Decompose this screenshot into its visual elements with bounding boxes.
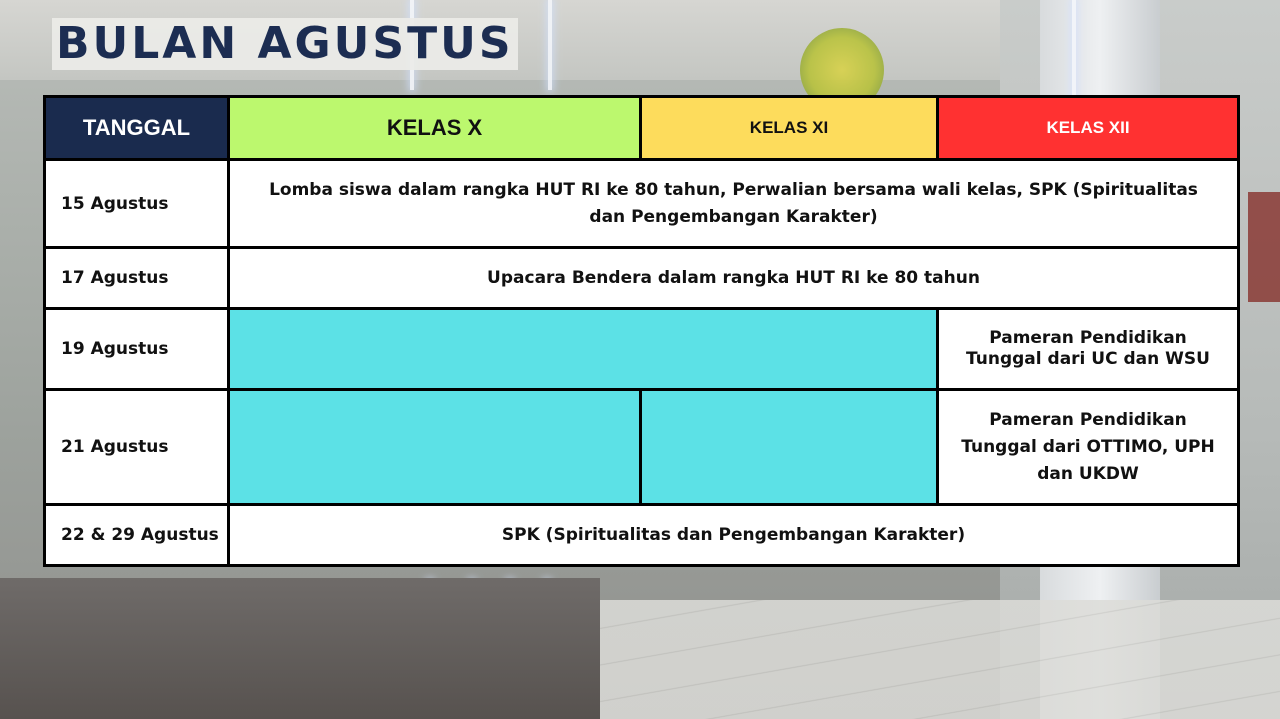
table-row — [45, 390, 1239, 505]
table-row — [45, 309, 1239, 390]
highlight-cell-kelas-x — [229, 390, 641, 505]
row-event-kelas-xii: Pameran Pendidikan Tunggal dari UC dan WSU — [938, 309, 1239, 390]
highlight-cell-kelas-xi — [641, 390, 938, 505]
row-event-all-classes: Lomba siswa dalam rangka HUT RI ke 80 tahun, Perwalian bersama wali kelas, SPK (Spiritualitas dan Pengembangan Karakter) — [229, 160, 1239, 248]
row-date: 21 Agustus — [45, 390, 229, 505]
header-kelas-xi: KELAS XI — [641, 97, 938, 160]
schedule-table — [43, 95, 1240, 567]
header-kelas-x: KELAS X — [229, 97, 641, 160]
table-header-row — [45, 97, 1239, 160]
table-row — [45, 160, 1239, 248]
header-kelas-xii: KELAS XII — [938, 97, 1239, 160]
floor-tiles — [560, 600, 1280, 719]
row-event-all-classes: SPK (Spiritualitas dan Pengembangan Karakter) — [229, 505, 1239, 566]
light-strip — [548, 0, 552, 90]
stage — [0, 578, 600, 719]
row-event-all-classes: Upacara Bendera dalam rangka HUT RI ke 80 tahun — [229, 248, 1239, 309]
table-row — [45, 248, 1239, 309]
page-title: BULAN AGUSTUS — [52, 18, 518, 70]
table-row — [45, 505, 1239, 566]
highlight-cell-kelas-x-xi — [229, 309, 938, 390]
row-date: 22 & 29 Agustus — [45, 505, 229, 566]
row-event-kelas-xii: Pameran Pendidikan Tunggal dari OTTIMO, UPH dan UKDW — [938, 390, 1239, 505]
row-date: 19 Agustus — [45, 309, 229, 390]
row-date: 15 Agustus — [45, 160, 229, 248]
row-date: 17 Agustus — [45, 248, 229, 309]
wall-sign — [1248, 192, 1280, 302]
header-tanggal: TANGGAL — [45, 97, 229, 160]
